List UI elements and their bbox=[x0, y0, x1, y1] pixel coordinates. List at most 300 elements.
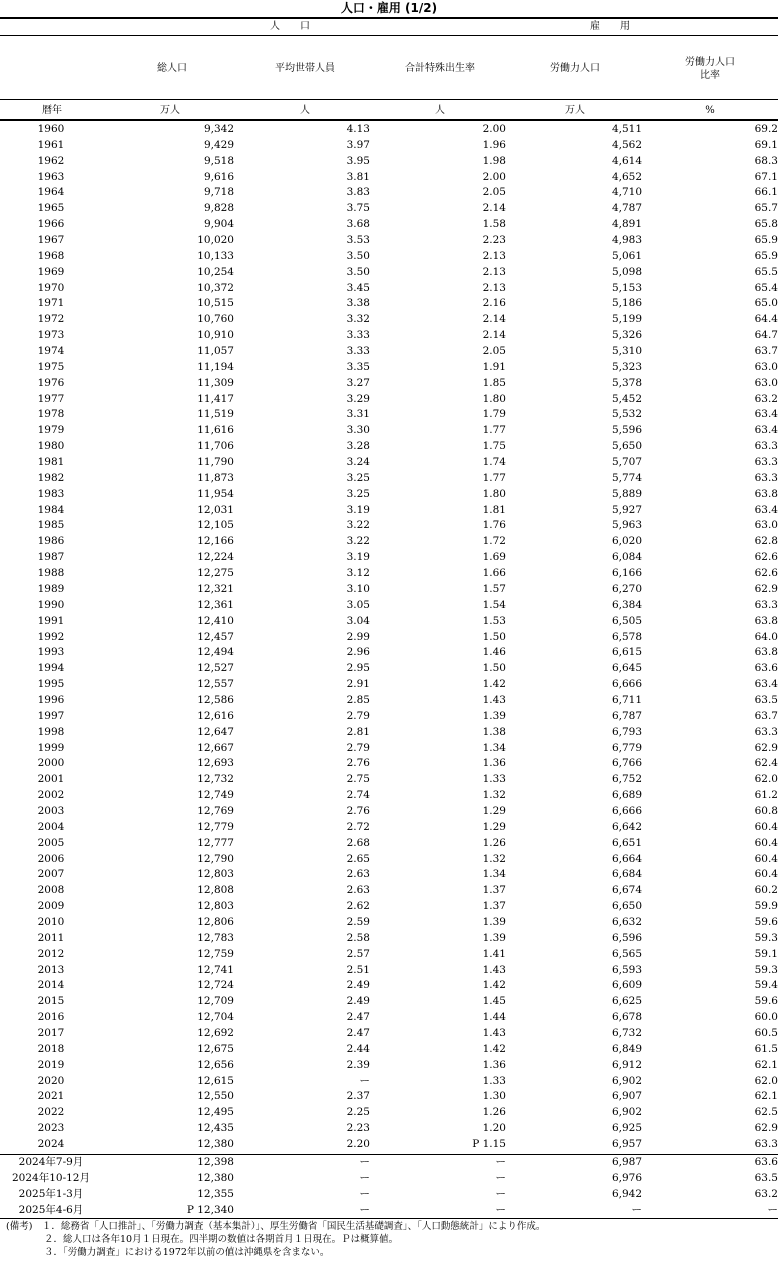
row-label-cell: 1990 bbox=[37, 598, 65, 611]
value-cell: 1.34 bbox=[482, 868, 506, 881]
table-row bbox=[0, 915, 778, 931]
value-cell: 5,323 bbox=[611, 360, 642, 373]
value-cell: 5,061 bbox=[611, 249, 642, 262]
value-cell: 2.79 bbox=[346, 741, 370, 754]
value-cell: 12,321 bbox=[197, 582, 234, 595]
value-cell: 3.19 bbox=[346, 551, 370, 564]
value-cell: 12,361 bbox=[197, 598, 234, 611]
value-cell: 3.28 bbox=[346, 440, 370, 453]
value-cell: 1.77 bbox=[482, 471, 506, 484]
value-cell: 12,398 bbox=[197, 1156, 234, 1168]
value-cell: 2.13 bbox=[482, 265, 506, 278]
value-cell: 3.19 bbox=[346, 503, 370, 516]
table-row bbox=[0, 550, 778, 566]
value-cell: 12,527 bbox=[197, 662, 234, 675]
table-row bbox=[0, 1058, 778, 1074]
row-label-cell: 2013 bbox=[37, 963, 65, 976]
value-cell: 3.27 bbox=[346, 376, 370, 389]
value-cell: 1.96 bbox=[482, 138, 506, 151]
value-cell: 1.80 bbox=[482, 392, 506, 405]
value-cell: 5,889 bbox=[611, 487, 642, 500]
value-cell: 12,709 bbox=[197, 995, 234, 1008]
row-label-cell: 1984 bbox=[37, 503, 65, 516]
value-cell: 63.5 bbox=[754, 693, 778, 706]
value-cell: 3.33 bbox=[346, 345, 370, 358]
row-label-cell: 2008 bbox=[37, 884, 65, 897]
value-cell: 1.26 bbox=[482, 1106, 506, 1119]
value-cell: 1.76 bbox=[482, 519, 506, 532]
value-cell: 64.7 bbox=[754, 329, 778, 342]
table-row bbox=[0, 1010, 778, 1026]
value-cell: ー bbox=[359, 1074, 370, 1087]
table-row bbox=[0, 804, 778, 820]
value-cell: 59.6 bbox=[754, 995, 778, 1008]
row-label-cell: 2018 bbox=[37, 1042, 65, 1055]
value-cell: 1.50 bbox=[482, 662, 506, 675]
value-cell: 3.30 bbox=[346, 424, 370, 437]
row-label-cell: 1980 bbox=[37, 440, 65, 453]
value-cell: 2.72 bbox=[346, 820, 370, 833]
value-cell: 6,689 bbox=[611, 789, 642, 802]
annual-table-body bbox=[0, 122, 778, 1153]
value-cell: 2.59 bbox=[346, 915, 370, 928]
table-row bbox=[0, 852, 778, 868]
value-cell: 64.4 bbox=[754, 313, 778, 326]
value-cell: 12,355 bbox=[197, 1187, 234, 1200]
value-cell: 2.62 bbox=[346, 900, 370, 913]
table-row bbox=[0, 741, 778, 757]
value-cell: 11,873 bbox=[197, 471, 234, 484]
value-cell: 6,902 bbox=[611, 1074, 642, 1087]
table-row bbox=[0, 1121, 778, 1137]
value-cell: 4,652 bbox=[611, 170, 642, 183]
value-cell: 60.8 bbox=[754, 804, 778, 817]
row-label-cell: 2025年4-6月 bbox=[18, 1203, 84, 1216]
value-cell: 2.95 bbox=[346, 662, 370, 675]
value-cell: 2.63 bbox=[346, 868, 370, 881]
row-label-cell: 2010 bbox=[37, 915, 65, 928]
annual-table bbox=[0, 122, 778, 1153]
table-row bbox=[0, 1203, 778, 1219]
table-row bbox=[0, 1074, 778, 1090]
value-cell: 63.7 bbox=[754, 709, 778, 722]
note-line: ２．総人口は各年10月１日現在。四半期の数値は各期首月１日現在。Ｐは概算値。 bbox=[6, 1234, 399, 1245]
value-cell: 3.32 bbox=[346, 313, 370, 326]
table-row bbox=[0, 281, 778, 297]
row-label-cell: 2012 bbox=[37, 947, 65, 960]
value-cell: 3.24 bbox=[346, 456, 370, 469]
table-row bbox=[0, 788, 778, 804]
value-cell: 6,609 bbox=[611, 979, 642, 992]
value-cell: 12,732 bbox=[197, 773, 234, 786]
value-cell: 11,309 bbox=[197, 376, 234, 389]
value-cell: 12,616 bbox=[197, 709, 234, 722]
value-cell: 1.91 bbox=[482, 360, 506, 373]
unit-fertility-rate: 人 bbox=[435, 105, 445, 116]
row-label-cell: 1985 bbox=[37, 519, 65, 532]
notes bbox=[6, 1220, 545, 1259]
table-row bbox=[0, 217, 778, 233]
value-cell: 68.3 bbox=[754, 154, 778, 167]
value-cell: 1.32 bbox=[482, 789, 506, 802]
table-row bbox=[0, 661, 778, 677]
note-line: (備考) １．総務省「人口推計」、「労働力調査（基本集計）」、厚生労働省「国民生活基礎調査」、「人口動態統計」により作成。 bbox=[6, 1221, 546, 1232]
value-cell: 62.0 bbox=[754, 773, 778, 786]
value-cell: 12,615 bbox=[197, 1074, 234, 1087]
value-cell: 6,632 bbox=[611, 915, 642, 928]
value-cell: 1.32 bbox=[482, 852, 506, 865]
table-row bbox=[0, 439, 778, 455]
value-cell: 12,808 bbox=[197, 884, 234, 897]
unit-total-population: 万人 bbox=[160, 105, 180, 116]
value-cell: 63.6 bbox=[754, 662, 778, 675]
row-label-cell: 2003 bbox=[37, 804, 65, 817]
value-cell: 1.36 bbox=[482, 1058, 506, 1071]
table-row bbox=[0, 820, 778, 836]
value-cell: 65.7 bbox=[754, 202, 778, 215]
value-cell: 1.34 bbox=[482, 741, 506, 754]
value-cell: 5,452 bbox=[611, 392, 642, 405]
col-header-household-size: 平均世帯人員 bbox=[275, 63, 335, 74]
value-cell: ー bbox=[495, 1171, 506, 1184]
value-cell: 65.4 bbox=[754, 281, 778, 294]
value-cell: 6,615 bbox=[611, 646, 642, 659]
value-cell: 3.75 bbox=[346, 202, 370, 215]
value-cell: 12,380 bbox=[197, 1138, 234, 1150]
value-cell: 2.44 bbox=[346, 1042, 370, 1055]
value-cell: 1.39 bbox=[482, 915, 506, 928]
row-label-cell: 1974 bbox=[37, 345, 65, 358]
table-row bbox=[0, 566, 778, 582]
value-cell: 1.20 bbox=[482, 1122, 506, 1135]
value-cell: 6,593 bbox=[611, 963, 642, 976]
value-cell: 1.81 bbox=[482, 503, 506, 516]
value-cell: 4,562 bbox=[611, 138, 642, 151]
value-cell: 4,710 bbox=[611, 186, 642, 199]
row-label-cell: 2021 bbox=[37, 1090, 65, 1103]
row-label-cell: 1977 bbox=[37, 392, 65, 405]
value-cell: 12,777 bbox=[197, 836, 234, 849]
value-cell: 1.53 bbox=[482, 614, 506, 627]
row-label-cell: 2005 bbox=[37, 836, 65, 849]
value-cell: 60.5 bbox=[754, 1026, 778, 1039]
value-cell: 3.53 bbox=[346, 234, 370, 247]
value-cell: 12,457 bbox=[197, 630, 234, 643]
row-label-cell: 1963 bbox=[37, 170, 65, 183]
value-cell: 12,495 bbox=[197, 1106, 234, 1119]
value-cell: 4.13 bbox=[346, 123, 370, 135]
value-cell: 63.6 bbox=[754, 1156, 778, 1168]
value-cell: 6,907 bbox=[611, 1090, 642, 1103]
value-cell: 12,494 bbox=[197, 646, 234, 659]
row-label-cell: 2007 bbox=[37, 868, 65, 881]
value-cell: 1.72 bbox=[482, 535, 506, 548]
value-cell: 6,684 bbox=[611, 868, 642, 881]
table-row bbox=[0, 534, 778, 550]
value-cell: 2.81 bbox=[346, 725, 370, 738]
value-cell: 63.0 bbox=[754, 360, 778, 373]
value-cell: 12,803 bbox=[197, 868, 234, 881]
row-label-cell: 1998 bbox=[37, 725, 65, 738]
table-row bbox=[0, 122, 778, 138]
value-cell: 1.39 bbox=[482, 709, 506, 722]
row-label-cell: 2023 bbox=[37, 1122, 65, 1135]
value-cell: 59.1 bbox=[754, 947, 778, 960]
value-cell: ー bbox=[359, 1156, 370, 1168]
table-row bbox=[0, 963, 778, 979]
table-row bbox=[0, 518, 778, 534]
value-cell: 1.37 bbox=[482, 884, 506, 897]
value-cell: 65.8 bbox=[754, 218, 778, 231]
table-row bbox=[0, 138, 778, 154]
row-label-cell: 1983 bbox=[37, 487, 65, 500]
value-cell: 6,020 bbox=[611, 535, 642, 548]
row-label-cell: 1995 bbox=[37, 678, 65, 691]
value-cell: ー bbox=[631, 1203, 642, 1216]
value-cell: 65.9 bbox=[754, 249, 778, 262]
value-cell: 2.39 bbox=[346, 1058, 370, 1071]
value-cell: 3.10 bbox=[346, 582, 370, 595]
value-cell: 60.4 bbox=[754, 836, 778, 849]
value-cell: 1.30 bbox=[482, 1090, 506, 1103]
value-cell: 6,849 bbox=[611, 1042, 642, 1055]
table-row bbox=[0, 598, 778, 614]
value-cell: 5,326 bbox=[611, 329, 642, 342]
value-cell: ー bbox=[495, 1156, 506, 1168]
value-cell: 2.65 bbox=[346, 852, 370, 865]
value-cell: ー bbox=[359, 1171, 370, 1184]
row-label-cell: 1978 bbox=[37, 408, 65, 421]
value-cell: 62.8 bbox=[754, 535, 778, 548]
value-cell: 2.75 bbox=[346, 773, 370, 786]
table-row bbox=[0, 455, 778, 471]
header-mid-rule bbox=[0, 99, 778, 100]
unit-labor-participation: % bbox=[705, 105, 715, 116]
value-cell: 12,790 bbox=[197, 852, 234, 865]
table-row bbox=[0, 614, 778, 630]
value-cell: 69.2 bbox=[754, 123, 778, 135]
value-cell: 1.80 bbox=[482, 487, 506, 500]
value-cell: 11,790 bbox=[197, 456, 234, 469]
value-cell: 1.37 bbox=[482, 900, 506, 913]
value-cell: 62.0 bbox=[754, 1074, 778, 1087]
value-cell: 6,664 bbox=[611, 852, 642, 865]
value-cell: 60.2 bbox=[754, 884, 778, 897]
row-label-cell: 2024年10-12月 bbox=[12, 1171, 90, 1184]
table-row bbox=[0, 249, 778, 265]
value-cell: 1.85 bbox=[482, 376, 506, 389]
value-cell: 6,384 bbox=[611, 598, 642, 611]
value-cell: 12,741 bbox=[197, 963, 234, 976]
value-cell: 6,596 bbox=[611, 931, 642, 944]
table-row bbox=[0, 1187, 778, 1203]
value-cell: 6,650 bbox=[611, 900, 642, 913]
value-cell: 1.74 bbox=[482, 456, 506, 469]
table-row bbox=[0, 756, 778, 772]
table-row bbox=[0, 725, 778, 741]
col-header-fertility-rate: 合計特殊出生率 bbox=[405, 63, 475, 74]
value-cell: 6,987 bbox=[611, 1156, 642, 1168]
value-cell: 12,724 bbox=[197, 979, 234, 992]
value-cell: 9,718 bbox=[203, 186, 234, 199]
value-cell: 12,557 bbox=[197, 678, 234, 691]
value-cell: 61.5 bbox=[754, 1042, 778, 1055]
table-row bbox=[0, 407, 778, 423]
value-cell: 6,793 bbox=[611, 725, 642, 738]
value-cell: 1.50 bbox=[482, 630, 506, 643]
table-row bbox=[0, 645, 778, 661]
table-row bbox=[0, 376, 778, 392]
value-cell: 12,675 bbox=[197, 1042, 234, 1055]
value-cell: 12,667 bbox=[197, 741, 234, 754]
value-cell: 1.41 bbox=[482, 947, 506, 960]
value-cell: 12,647 bbox=[197, 725, 234, 738]
value-cell: 3.35 bbox=[346, 360, 370, 373]
value-cell: 2.14 bbox=[482, 329, 506, 342]
value-cell: 6,766 bbox=[611, 757, 642, 770]
value-cell: 5,378 bbox=[611, 376, 642, 389]
row-label-cell: 2001 bbox=[37, 773, 65, 786]
row-label-cell: 1999 bbox=[37, 741, 65, 754]
value-cell: 6,976 bbox=[611, 1171, 642, 1184]
value-cell: 1.75 bbox=[482, 440, 506, 453]
row-label-cell: 2014 bbox=[37, 979, 65, 992]
value-cell: 1.66 bbox=[482, 567, 506, 580]
row-label-cell: 2024年7-9月 bbox=[18, 1156, 84, 1168]
value-cell: ー bbox=[495, 1203, 506, 1216]
row-label-cell: 1966 bbox=[37, 218, 65, 231]
value-cell: 2.57 bbox=[346, 947, 370, 960]
value-cell: 5,153 bbox=[611, 281, 642, 294]
value-cell: 11,519 bbox=[197, 408, 234, 421]
value-cell: 6,651 bbox=[611, 836, 642, 849]
value-cell: 1.33 bbox=[482, 1074, 506, 1087]
row-label-cell: 2002 bbox=[37, 789, 65, 802]
value-cell: 1.26 bbox=[482, 836, 506, 849]
row-label-cell: 1967 bbox=[37, 234, 65, 247]
value-cell: 63.8 bbox=[754, 646, 778, 659]
value-cell: 6,578 bbox=[611, 630, 642, 643]
value-cell: P 1.15 bbox=[472, 1138, 506, 1150]
value-cell: 1.77 bbox=[482, 424, 506, 437]
unit-labor-force: 万人 bbox=[565, 105, 585, 116]
value-cell: 2.49 bbox=[346, 979, 370, 992]
value-cell: 10,760 bbox=[197, 313, 234, 326]
value-cell: 1.42 bbox=[482, 1042, 506, 1055]
table-row bbox=[0, 709, 778, 725]
value-cell: 4,511 bbox=[611, 123, 642, 135]
value-cell: 2.51 bbox=[346, 963, 370, 976]
value-cell: 12,656 bbox=[197, 1058, 234, 1071]
value-cell: 12,224 bbox=[197, 551, 234, 564]
value-cell: 5,310 bbox=[611, 345, 642, 358]
value-cell: 5,707 bbox=[611, 456, 642, 469]
value-cell: 6,925 bbox=[611, 1122, 642, 1135]
value-cell: P 12,340 bbox=[186, 1203, 234, 1216]
value-cell: 3.25 bbox=[346, 471, 370, 484]
row-label-cell: 2000 bbox=[37, 757, 65, 770]
value-cell: 9,904 bbox=[203, 218, 234, 231]
table-row bbox=[0, 360, 778, 376]
value-cell: 2.76 bbox=[346, 804, 370, 817]
value-cell: 6,505 bbox=[611, 614, 642, 627]
value-cell: 1.98 bbox=[482, 154, 506, 167]
table-row bbox=[0, 772, 778, 788]
value-cell: 3.04 bbox=[346, 614, 370, 627]
value-cell: 1.46 bbox=[482, 646, 506, 659]
value-cell: 6,942 bbox=[611, 1187, 642, 1200]
value-cell: 9,616 bbox=[203, 170, 234, 183]
row-label-cell: 1962 bbox=[37, 154, 65, 167]
value-cell: 62.5 bbox=[754, 1106, 778, 1119]
table-row bbox=[0, 1137, 778, 1153]
value-cell: 3.22 bbox=[346, 519, 370, 532]
value-cell: 2.14 bbox=[482, 313, 506, 326]
value-cell: 12,759 bbox=[197, 947, 234, 960]
row-label-cell: 1986 bbox=[37, 535, 65, 548]
value-cell: 1.43 bbox=[482, 693, 506, 706]
table-row bbox=[0, 582, 778, 598]
table-row bbox=[0, 931, 778, 947]
value-cell: 3.31 bbox=[346, 408, 370, 421]
row-label-cell: 2024 bbox=[37, 1138, 65, 1150]
table-bottom-rule bbox=[0, 1218, 778, 1219]
value-cell: 6,678 bbox=[611, 1011, 642, 1024]
table-row bbox=[0, 867, 778, 883]
value-cell: 6,902 bbox=[611, 1106, 642, 1119]
value-cell: 1.29 bbox=[482, 820, 506, 833]
value-cell: 6,732 bbox=[611, 1026, 642, 1039]
value-cell: 62.4 bbox=[754, 757, 778, 770]
table-row bbox=[0, 1155, 778, 1171]
row-label-cell: 1964 bbox=[37, 186, 65, 199]
value-cell: 3.12 bbox=[346, 567, 370, 580]
value-cell: 1.42 bbox=[482, 979, 506, 992]
value-cell: 5,774 bbox=[611, 471, 642, 484]
value-cell: 65.9 bbox=[754, 234, 778, 247]
row-label-cell: 1961 bbox=[37, 138, 65, 151]
row-label-cell: 2009 bbox=[37, 900, 65, 913]
value-cell: 60.4 bbox=[754, 868, 778, 881]
table-row bbox=[0, 201, 778, 217]
value-cell: 12,031 bbox=[197, 503, 234, 516]
value-cell: 12,435 bbox=[197, 1122, 234, 1135]
value-cell: 2.74 bbox=[346, 789, 370, 802]
value-cell: 12,806 bbox=[197, 915, 234, 928]
row-label-cell: 1994 bbox=[37, 662, 65, 675]
value-cell: 62.6 bbox=[754, 567, 778, 580]
value-cell: 12,783 bbox=[197, 931, 234, 944]
value-cell: 1.69 bbox=[482, 551, 506, 564]
value-cell: 1.54 bbox=[482, 598, 506, 611]
table-row bbox=[0, 978, 778, 994]
value-cell: 63.2 bbox=[754, 392, 778, 405]
value-cell: 59.3 bbox=[754, 931, 778, 944]
table-row bbox=[0, 154, 778, 170]
value-cell: 2.68 bbox=[346, 836, 370, 849]
value-cell: 12,803 bbox=[197, 900, 234, 913]
group-population-label: 人 口 bbox=[270, 21, 310, 32]
col-header-total-population: 総人口 bbox=[157, 63, 187, 74]
col-header-labor-participation: 労働力人口 比率 bbox=[685, 57, 735, 81]
value-cell: 12,166 bbox=[197, 535, 234, 548]
value-cell: 12,550 bbox=[197, 1090, 234, 1103]
table-row bbox=[0, 233, 778, 249]
row-label-cell: 1993 bbox=[37, 646, 65, 659]
col-header-year: 暦年 bbox=[42, 105, 62, 116]
value-cell: 1.38 bbox=[482, 725, 506, 738]
value-cell: 12,704 bbox=[197, 1011, 234, 1024]
